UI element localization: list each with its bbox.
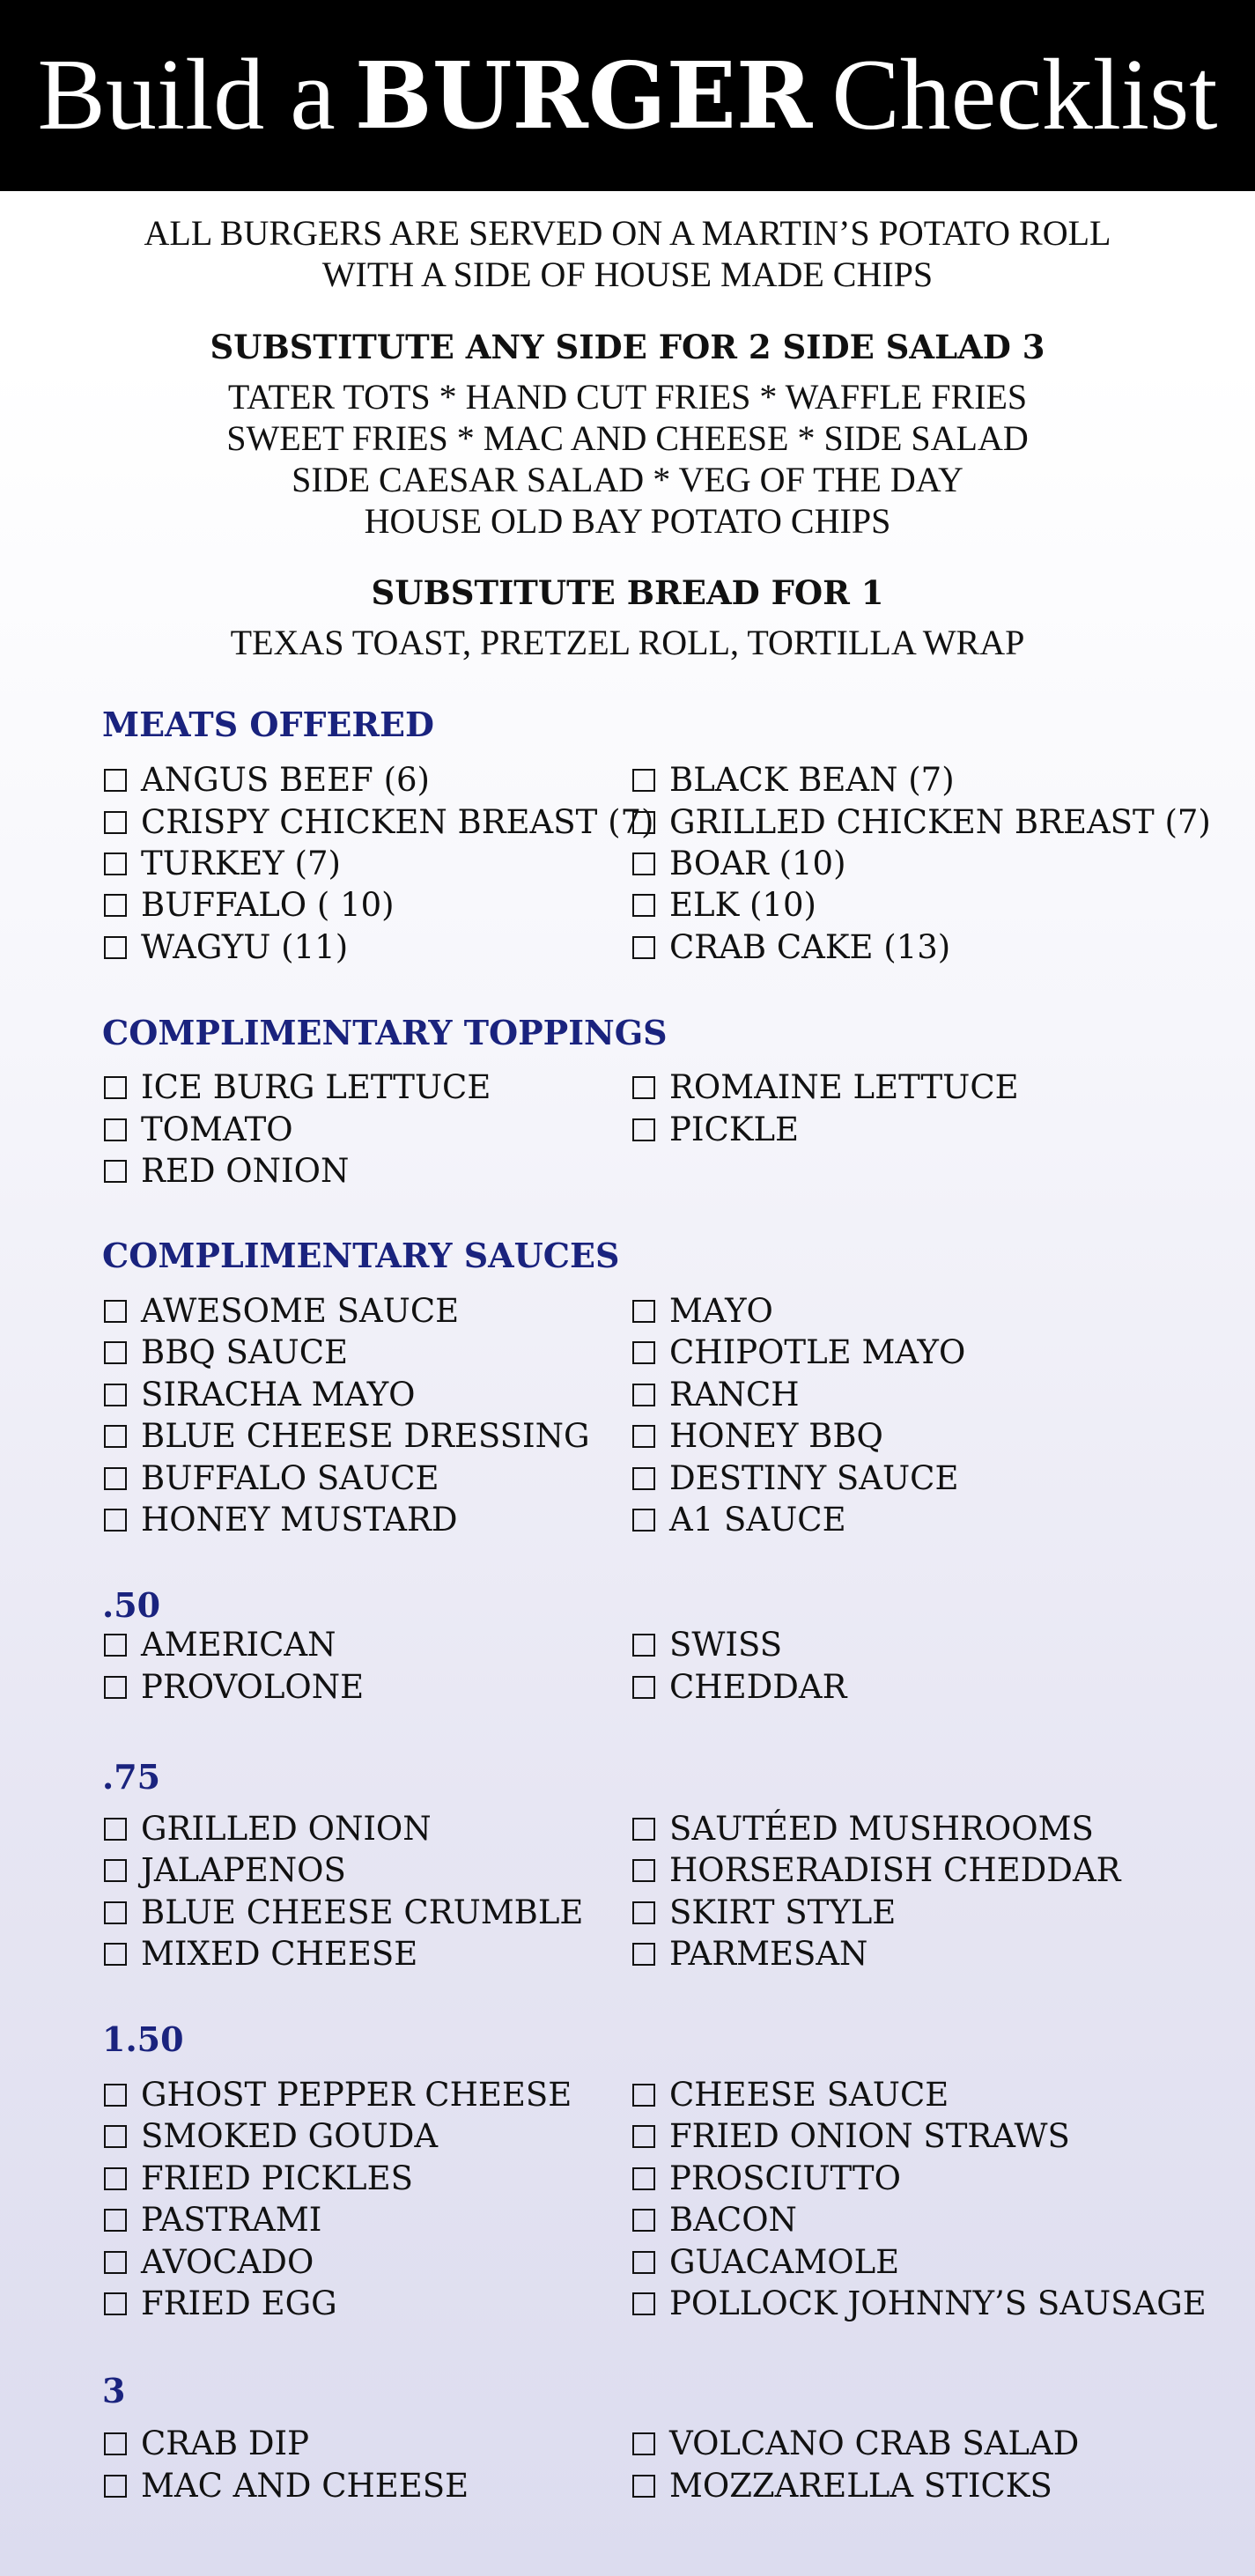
checklist-item[interactable]: PASTRAMI: [104, 2201, 321, 2239]
checklist-item[interactable]: BBQ SAUCE: [104, 1333, 348, 1371]
checkbox-icon[interactable]: [632, 2475, 655, 2498]
checkbox-icon[interactable]: [104, 1300, 127, 1323]
checklist-item[interactable]: POLLOCK JOHNNY’S SAUSAGE: [632, 2284, 1207, 2322]
checkbox-icon[interactable]: [632, 1509, 655, 1532]
checklist-item[interactable]: AWESOME SAUCE: [104, 1292, 459, 1330]
checklist-item[interactable]: CRAB DIP: [104, 2425, 309, 2462]
checkbox-icon[interactable]: [104, 2292, 127, 2315]
checkbox-icon[interactable]: [104, 1859, 127, 1882]
checklist-item[interactable]: SWISS: [632, 1626, 782, 1664]
checkbox-icon[interactable]: [104, 1509, 127, 1532]
checkbox-icon[interactable]: [632, 2251, 655, 2274]
checkbox-icon[interactable]: [104, 1384, 127, 1406]
sides-line-3: SIDE CAESAR SALAD * VEG OF THE DAY: [292, 460, 963, 499]
checkbox-icon[interactable]: [104, 1118, 127, 1141]
checklist-item[interactable]: AMERICAN: [104, 1626, 336, 1664]
checklist-item[interactable]: ROMAINE LETTUCE: [632, 1068, 1019, 1106]
checkbox-icon[interactable]: [104, 853, 127, 875]
checkbox-icon[interactable]: [632, 1943, 655, 1966]
checklist-item[interactable]: FRIED EGG: [104, 2284, 337, 2322]
checkbox-icon[interactable]: [632, 1300, 655, 1323]
checkbox-icon[interactable]: [104, 894, 127, 917]
checkbox-icon[interactable]: [632, 2292, 655, 2315]
checkbox-icon[interactable]: [632, 2167, 655, 2190]
checkbox-icon[interactable]: [104, 1818, 127, 1841]
checklist-item[interactable]: VOLCANO CRAB SALAD: [632, 2425, 1079, 2462]
checklist-item[interactable]: SKIRT STYLE: [632, 1893, 896, 1931]
checklist-item[interactable]: GRILLED ONION: [104, 1810, 432, 1848]
checklist-item[interactable]: PROVOLONE: [104, 1668, 364, 1706]
checklist-item[interactable]: CRAB CAKE (13): [632, 928, 950, 966]
bread-heading: SUBSTITUTE BREAD FOR 1: [371, 573, 884, 612]
checkbox-icon[interactable]: [632, 1859, 655, 1882]
checklist-item[interactable]: CHEDDAR: [632, 1668, 847, 1706]
checklist-item[interactable]: GHOST PEPPER CHEESE: [104, 2076, 572, 2114]
checklist-item[interactable]: BUFFALO ( 10): [104, 886, 395, 924]
section-title-price-150: 1.50: [102, 2019, 184, 2059]
checklist-item[interactable]: A1 SAUCE: [632, 1501, 846, 1539]
checklist-item[interactable]: BLUE CHEESE DRESSING: [104, 1417, 590, 1455]
checkbox-icon[interactable]: [104, 2084, 127, 2107]
checkbox-icon[interactable]: [104, 1634, 127, 1657]
checkbox-icon[interactable]: [104, 1160, 127, 1183]
checklist-item[interactable]: MAC AND CHEESE: [104, 2467, 469, 2505]
checklist-item[interactable]: MOZZARELLA STICKS: [632, 2467, 1052, 2505]
checklist-item[interactable]: AVOCADO: [104, 2243, 314, 2281]
checkbox-icon[interactable]: [632, 894, 655, 917]
checklist-item[interactable]: RED ONION: [104, 1152, 349, 1190]
checklist-item[interactable]: BUFFALO SAUCE: [104, 1459, 439, 1497]
section-title-toppings: COMPLIMENTARY TOPPINGS: [102, 1013, 668, 1052]
checkbox-icon[interactable]: [632, 1384, 655, 1406]
intro-line-1: ALL BURGERS ARE SERVED ON A MARTIN’S POTATO ROLL: [144, 213, 1111, 253]
checklist-item[interactable]: ELK (10): [632, 886, 816, 924]
checklist-item[interactable]: FRIED PICKLES: [104, 2159, 413, 2197]
checkbox-icon[interactable]: [104, 2251, 127, 2274]
checklist-item[interactable]: HONEY BBQ: [632, 1417, 883, 1455]
checklist-item[interactable]: FRIED ONION STRAWS: [632, 2117, 1070, 2155]
checklist-item[interactable]: TURKEY (7): [104, 845, 341, 882]
checklist-item[interactable]: GRILLED CHICKEN BREAST (7): [632, 803, 1211, 841]
checklist-item[interactable]: DESTINY SAUCE: [632, 1459, 958, 1497]
sides-line-4: HOUSE OLD BAY POTATO CHIPS: [364, 501, 891, 541]
checkbox-icon[interactable]: [104, 1076, 127, 1099]
checkbox-icon[interactable]: [104, 1341, 127, 1364]
checkbox-icon[interactable]: [104, 1425, 127, 1448]
checklist-item[interactable]: CRISPY CHICKEN BREAST (7): [104, 803, 653, 841]
checkbox-icon[interactable]: [104, 1676, 127, 1699]
checklist-item[interactable]: WAGYU (11): [104, 928, 348, 966]
section-title-price-50: .50: [102, 1585, 161, 1625]
checklist-item[interactable]: TOMATO: [104, 1111, 293, 1148]
intro-line-2: WITH A SIDE OF HOUSE MADE CHIPS: [321, 255, 934, 294]
page-title: [0, 0, 1255, 191]
checkbox-icon[interactable]: [632, 1118, 655, 1141]
section-title-meats: MEATS OFFERED: [102, 705, 434, 744]
checkbox-icon[interactable]: [632, 1341, 655, 1364]
checklist-item[interactable]: MIXED CHEESE: [104, 1935, 417, 1973]
checkbox-icon[interactable]: [104, 936, 127, 959]
checkbox-icon[interactable]: [632, 2209, 655, 2232]
checkbox-icon[interactable]: [104, 769, 127, 792]
checkbox-icon[interactable]: [104, 1943, 127, 1966]
checklist-item[interactable]: HONEY MUSTARD: [104, 1501, 458, 1539]
checkbox-icon[interactable]: [632, 1634, 655, 1657]
checkbox-icon[interactable]: [632, 1676, 655, 1699]
sides-line-1: TATER TOTS * HAND CUT FRIES * WAFFLE FRIES: [227, 377, 1028, 417]
checklist-item[interactable]: JALAPENOS: [104, 1851, 346, 1889]
checkbox-icon[interactable]: [104, 811, 127, 834]
section-title-sauces: COMPLIMENTARY SAUCES: [102, 1236, 620, 1275]
checklist-item[interactable]: HORSERADISH CHEDDAR: [632, 1851, 1121, 1889]
checkbox-icon[interactable]: [104, 1467, 127, 1490]
checkbox-icon[interactable]: [104, 2209, 127, 2232]
section-title-price-3: 3: [102, 2371, 126, 2410]
checkbox-icon[interactable]: [632, 1818, 655, 1841]
checkbox-icon[interactable]: [104, 2167, 127, 2190]
checklist-item[interactable]: PICKLE: [632, 1111, 799, 1148]
checkbox-icon[interactable]: [104, 2432, 127, 2455]
checkbox-icon[interactable]: [632, 936, 655, 959]
title-pre: Build a: [37, 39, 336, 151]
section-title-price-75: .75: [102, 1757, 161, 1797]
checklist-item[interactable]: SMOKED GOUDA: [104, 2117, 438, 2155]
title-bold: BURGER: [354, 41, 813, 150]
checklist-item[interactable]: SAUTÉED MUSHROOMS: [632, 1810, 1094, 1848]
checkbox-icon[interactable]: [632, 1901, 655, 1924]
checkbox-icon[interactable]: [632, 811, 655, 834]
checkbox-icon[interactable]: [104, 2475, 127, 2498]
title-post: Checklist: [831, 39, 1218, 151]
checklist-item[interactable]: MAYO: [632, 1292, 773, 1330]
checklist-item[interactable]: ICE BURG LETTUCE: [104, 1068, 491, 1106]
checkbox-icon[interactable]: [632, 853, 655, 875]
checklist-item[interactable]: GUACAMOLE: [632, 2243, 899, 2281]
checklist-item[interactable]: CHEESE SAUCE: [632, 2076, 949, 2114]
checkbox-icon[interactable]: [632, 2125, 655, 2148]
checklist-item[interactable]: BACON: [632, 2201, 797, 2239]
sides-line-2: SWEET FRIES * MAC AND CHEESE * SIDE SALAD: [226, 418, 1029, 458]
checklist-item[interactable]: RANCH: [632, 1376, 800, 1413]
checkbox-icon[interactable]: [632, 1425, 655, 1448]
checklist-item[interactable]: BLACK BEAN (7): [632, 761, 955, 799]
checklist-item[interactable]: PARMESAN: [632, 1935, 867, 1973]
checkbox-icon[interactable]: [632, 769, 655, 792]
checklist-item[interactable]: CHIPOTLE MAYO: [632, 1333, 965, 1371]
checkbox-icon[interactable]: [104, 1901, 127, 1924]
checkbox-icon[interactable]: [632, 1467, 655, 1490]
checklist-item[interactable]: ANGUS BEEF (6): [104, 761, 430, 799]
checkbox-icon[interactable]: [104, 2125, 127, 2148]
checklist-item[interactable]: BLUE CHEESE CRUMBLE: [104, 1893, 583, 1931]
checkbox-icon[interactable]: [632, 2432, 655, 2455]
checklist-item[interactable]: BOAR (10): [632, 845, 846, 882]
checklist-item[interactable]: PROSCIUTTO: [632, 2159, 901, 2197]
checkbox-icon[interactable]: [632, 1076, 655, 1099]
bread-line: TEXAS TOAST, PRETZEL ROLL, TORTILLA WRAP: [230, 623, 1025, 662]
sides-heading: SUBSTITUTE ANY SIDE FOR 2 SIDE SALAD 3: [210, 328, 1045, 366]
checkbox-icon[interactable]: [632, 2084, 655, 2107]
checklist-item[interactable]: SIRACHA MAYO: [104, 1376, 415, 1413]
